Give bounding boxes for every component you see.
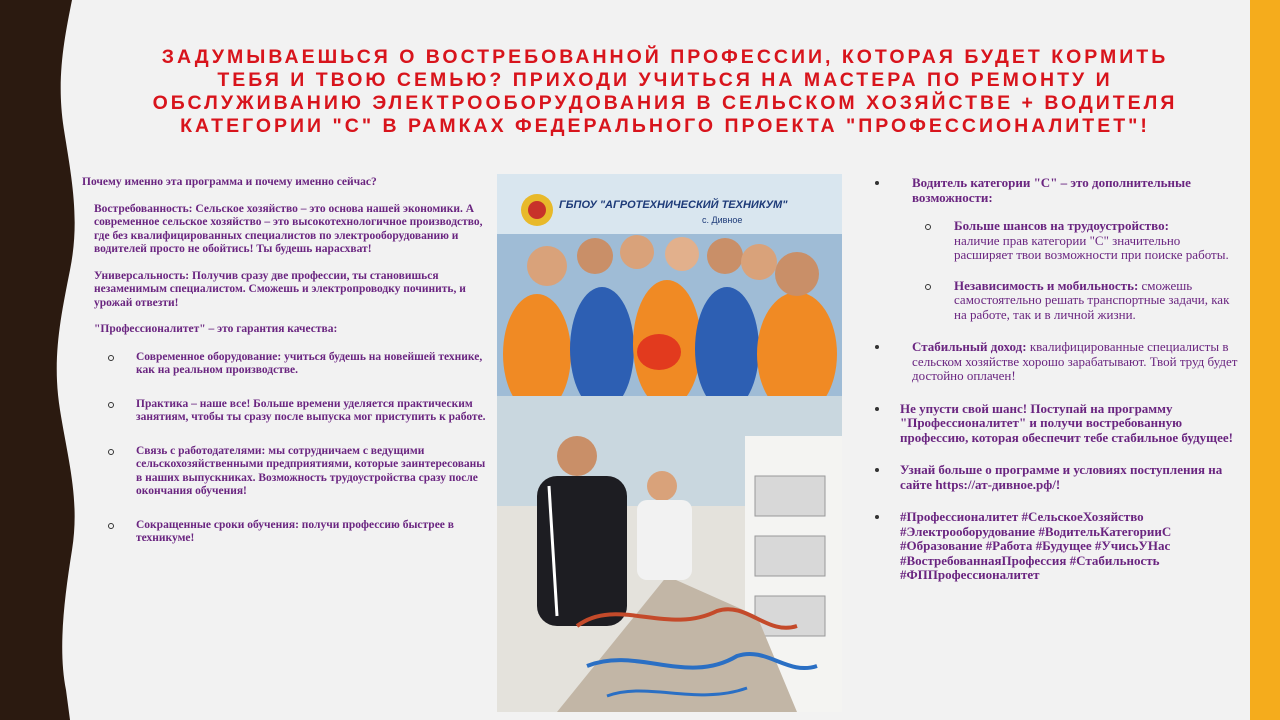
why-question: Почему именно эта программа и почему именно сейчас? <box>82 176 377 188</box>
right-column <box>868 176 1240 583</box>
income-text: квалифицированные специалисты в сельском хозяйстве хорошо зарабатывают. Твой труд будет достойно оплачен! <box>912 339 1238 383</box>
mobility-text: сможешь самостоятельно решать транспортные задачи, как на работе, так и в личной жизни. <box>954 277 1230 322</box>
hashtags-text: #Профессионалитет #СельскоеХозяйство #Электрооборудование #ВодительКатегорииС #Образование #Работа #Будущее #УчисьУНас #ВостребованнаяПрофессия #Стабильность #ФППрофессионалитет <box>900 509 1172 582</box>
driver-text: Водитель категории "С" – это дополнительные возможности: <box>912 175 1191 205</box>
income-title: Стабильный доход: <box>912 339 1027 354</box>
chance-text: Не упусти свой шанс! Поступай на программу "Профессионалитет" и получи востребованную профессию, которая обеспечит тебе стабильное будущее! <box>900 400 1233 445</box>
chances-text: наличие прав категории "С" значительно расширяет твои возможности при поиске работы. <box>954 232 1229 262</box>
more-info-link[interactable]: Узнай больше о программе и условиях поступления на сайте https://ат-дивное.рф/! <box>900 462 1223 492</box>
income-bullet <box>868 340 1240 384</box>
quality-list <box>80 351 488 546</box>
decorative-wave-border <box>0 0 92 720</box>
chance-bullet <box>868 402 1240 446</box>
left-column <box>80 176 488 566</box>
students-group-photo <box>497 174 842 396</box>
list-item: Практика – наше все! Больше времени уделяется практическим занятиям, чтобы ты сразу после выпуска мог приступить к работе. <box>80 398 488 425</box>
list-item: Связь с работодателями: мы сотрудничаем с ведущими сельскохозяйственными предприятиями, которые заинтересованы в наших выпускниках. Возможность трудоустройства сразу после окончания обучения! <box>80 445 488 499</box>
page-title: ЗАДУМЫВАЕШЬСЯ О ВОСТРЕБОВАННОЙ ПРОФЕССИИ, КОТОРАЯ БУДЕТ КОРМИТЬ ТЕБЯ И ТВОЮ СЕМЬЮ? ПРИХОДИ УЧИТЬСЯ НА МАСТЕРА ПО РЕМОНТУ И ОБСЛУЖИВАНИЮ ЭЛЕКТРООБОРУДОВАНИЯ В СЕЛЬСКОМ ХОЗЯЙСТВЕ + ВОДИТЕЛЯ КАТЕГОРИИ "С" В РАМКАХ ФЕДЕРАЛЬНОГО ПРОЕКТА "ПРОФЕССИОНАЛИТЕТ"! <box>152 46 1178 137</box>
universal-paragraph: Универсальность: Получив сразу две профессии, ты становишься незаменимым специалистом. Сможешь и электропроводку починить, и урожай отвезти! <box>94 269 466 309</box>
photo-column <box>497 174 842 712</box>
photo-banner-sub: с. Дивное <box>702 215 743 225</box>
mobility-item <box>868 279 1240 323</box>
demand-paragraph: Востребованность: Сельское хозяйство – это основа нашей экономики. А современное сельское хозяйство – это высокотехнологичное производство, где без квалифицированных специалистов по электрооборудованию и водителей просто не обойтись! Ты будешь нарасхват! <box>94 202 483 255</box>
lab-practice-photo <box>497 396 842 712</box>
more-info-bullet[interactable] <box>868 463 1240 492</box>
hashtags-bullet <box>868 510 1240 583</box>
chances-title: Больше шансов на трудоустройство: <box>954 218 1169 233</box>
photo-banner: ГБПОУ "АГРОТЕХНИЧЕСКИЙ ТЕХНИКУМ" <box>559 199 788 211</box>
quality-heading: "Профессионалитет" – это гарантия качества: <box>94 323 338 335</box>
chances-item <box>868 219 1240 263</box>
list-item: Сокращенные сроки обучения: получи профессию быстрее в техникуме! <box>80 519 488 546</box>
mobility-title: Независимость и мобильность: <box>954 277 1139 293</box>
driver-bullet <box>868 176 1240 205</box>
list-item: Современное оборудование: учиться будешь на новейшей технике, как на реальном производстве. <box>80 351 488 378</box>
accent-strip <box>1250 0 1280 720</box>
